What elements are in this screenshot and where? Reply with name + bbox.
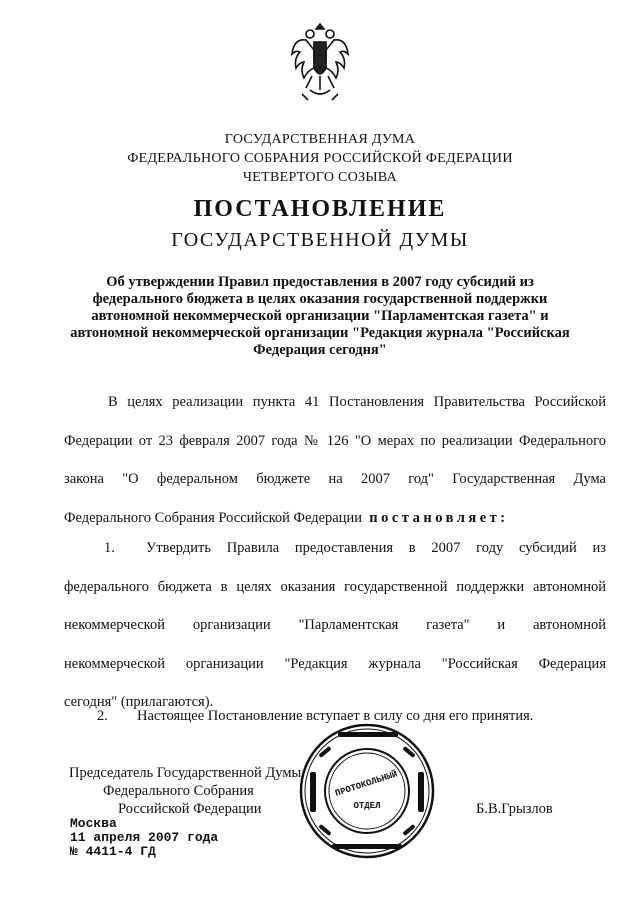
item-1-line-1 [64, 529, 606, 568]
preamble-line-3: закона "О федеральном бюджете на 2007 год" Государственная Дума [64, 471, 606, 487]
preamble-paragraph [64, 383, 606, 537]
org-line-1: ГОСУДАРСТВЕННАЯ ДУМА [224, 132, 416, 147]
heading-line-2: федерального бюджета в целях оказания государственной поддержки [92, 291, 548, 307]
preamble-line-4-text: Федерального Собрания Российской Федерации [64, 509, 363, 526]
heading-line-3: автономной некоммерческой организации "Парламентская газета" и [91, 308, 549, 324]
footer-number: № 4411-4 ГД [70, 844, 156, 859]
official-stamp [298, 722, 436, 860]
item-2-text: Настоящее Постановление вступает в силу со дня его принятия. [137, 708, 534, 724]
preamble-line-2: Федерации от 23 февраля 2007 года № 126 "О мерах по реализации Федерального [64, 432, 606, 449]
item-1-line-2: федерального бюджета в целях оказания государственной поддержки автономной [64, 578, 606, 595]
signature-line-2: Федерального Собрания [103, 783, 254, 799]
signatory-name: Б.В.Грызлов [476, 801, 553, 817]
coat-of-arms-emblem [288, 20, 352, 108]
resolves-word: постановляет: [369, 509, 509, 526]
heading-line-4: автономной некоммерческой организации "Редакция журнала "Российская [70, 325, 570, 341]
stamp-bottom-text: ОТДЕЛ [353, 801, 381, 811]
signature-line-1: Председатель Государственной Думы [69, 765, 302, 781]
item-1-paragraph [64, 529, 606, 722]
item-1-line-1-text: Утвердить Правила предоставления в 2007 году субсидий из [146, 540, 606, 556]
item-1-line-5: сегодня" (прилагаются). [64, 694, 214, 710]
heading-line-1: Об утверждении Правил предоставления в 2007 году субсидий из [106, 274, 534, 290]
item-1-number: 1. [104, 540, 115, 556]
org-line-3: ЧЕТВЕРТОГО СОЗЫВА [242, 170, 398, 185]
footer-city: Москва [70, 816, 117, 831]
document-subtitle: ГОСУДАРСТВЕННОЙ ДУМЫ [171, 229, 469, 251]
stamp-center-text: ПРОТОКОЛЬНЫЙ [334, 769, 399, 799]
heading-line-5: Федерация сегодня" [253, 342, 387, 358]
preamble-line-1: В целях реализации пункта 41 Постановления Правительства Российской [108, 394, 606, 410]
item-2-number: 2. [97, 708, 108, 724]
document-footer [70, 817, 218, 859]
document-heading [70, 274, 570, 359]
document-title: ПОСТАНОВЛЕНИЕ [193, 196, 447, 222]
item-1-line-4: некоммерческой организации "Редакция журнала "Российская Федерация [64, 655, 606, 672]
item-1-line-3: некоммерческой организации "Парламентская газета" и автономной [64, 617, 606, 633]
org-line-2: ФЕДЕРАЛЬНОГО СОБРАНИЯ РОССИЙСКОЙ ФЕДЕРАЦИИ [127, 151, 513, 166]
footer-date: 11 апреля 2007 года [70, 830, 219, 845]
signature-line-3: Российской Федерации [118, 801, 262, 817]
